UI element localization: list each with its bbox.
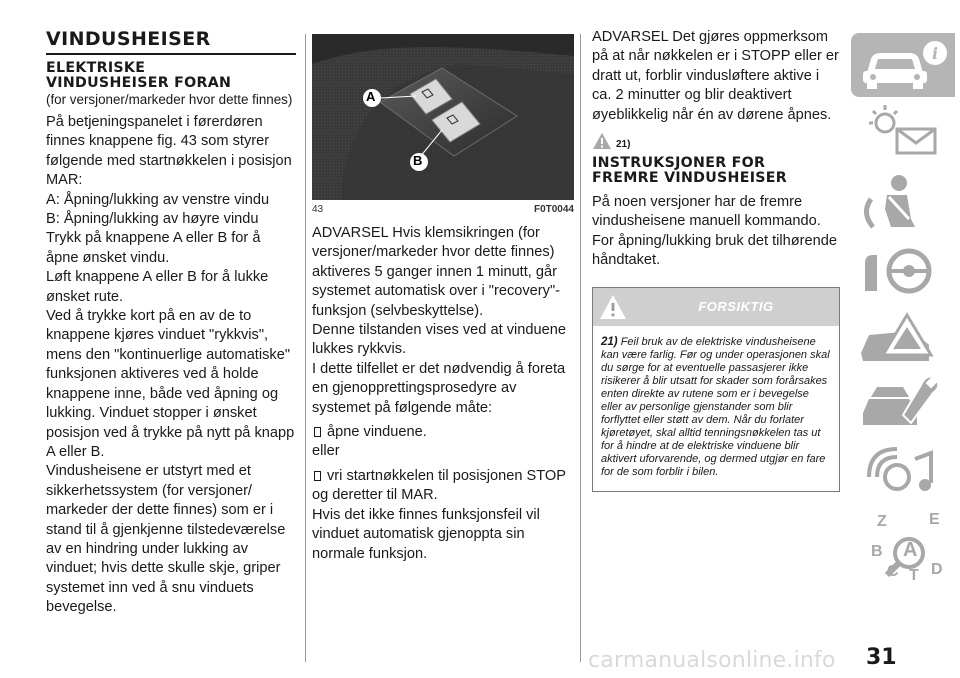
paragraph: Hvis det ikke finnes funksjonsfeil vil vinduet automatisk gjenoppta sin normale funksjon.: [312, 506, 540, 562]
bullet-icon: [314, 471, 321, 481]
column-3: [592, 28, 840, 492]
caution-box: [592, 287, 840, 492]
list-item-text: vri startnøkkelen til posisjonen STOP og deretter til MAR.: [312, 467, 566, 504]
paragraph: I dette tilfellet er det nødvendig å foreta en gjenopprettingsprosedyre av systemet på følgende måte:: [312, 360, 566, 416]
column-1: [46, 28, 296, 618]
steering-wheel-icon: [851, 237, 955, 301]
index-letter: E: [929, 511, 940, 528]
callout-label-a: A: [366, 89, 376, 104]
column-2: [312, 34, 574, 564]
paragraph: På betjeningspanelet i førerdøren finnes knappene fig. 43 som styrer følgende med startnøkkelen i posisjon MAR:: [46, 114, 292, 189]
tab-car-info[interactable]: [851, 33, 955, 97]
chapter-tabs: [851, 33, 955, 589]
figure-code: F0T0044: [533, 204, 574, 215]
caution-ref-number: 21): [601, 335, 618, 348]
warning-paragraph: ADVARSEL Det gjøres oppmerksom på at når nøkkelen er i STOPP eller er dratt ut, forblir vindusløftere aktive i ca. 2 minutter og blir deaktivert øyeblikkelig når én av dørene åpnes.: [592, 29, 839, 123]
paragraph: Trykk på knappene A eller B for å åpne ønsket vindu.: [46, 230, 261, 266]
warning-triangle-icon: [592, 132, 612, 150]
index-letter: T: [909, 567, 919, 584]
column-divider: [305, 34, 306, 662]
warning-lights-icon: [851, 101, 955, 165]
media-icon: [851, 441, 955, 505]
list-item: [312, 467, 574, 506]
caution-header: [593, 288, 839, 326]
subsection-title-line2: VINDUSHEISER FORAN: [46, 75, 232, 91]
figure-number: 43: [312, 204, 324, 215]
index-letter: Z: [877, 513, 887, 530]
subsection-title-line2: FREMRE VINDUSHEISER: [592, 170, 788, 187]
paragraph: Vindusheisene er utstyrt med et sikkerhetssystem (for versjoner/ markeder der dette finnes) som er i stand til å gjenkjenne tilstedeværelse av en hindring under lukking av vinduet; hvis dette skulle skje, griper systemet inn ved å snu vinduets bevegelse.: [46, 463, 286, 616]
page-number: 31: [866, 645, 897, 670]
subsection-title-line1: ELEKTRISKE: [46, 60, 146, 76]
index-letter: C: [887, 563, 899, 580]
title-rule: [46, 53, 296, 55]
availability-note: (for versjoner/markeder hvor dette finnes): [46, 92, 293, 107]
car-info-icon: [851, 33, 955, 97]
paragraph: eller: [312, 443, 340, 460]
warning-reference: [592, 132, 840, 150]
index-letter: B: [871, 543, 883, 560]
paragraph: Denne tilstanden vises ved at vinduene lukkes rykkvis.: [312, 322, 566, 358]
caution-body: [593, 326, 839, 491]
tab-warning-lights[interactable]: [851, 101, 955, 165]
paragraph: På noen versjoner har de fremre vindusheisene manuell kommando.: [592, 194, 821, 230]
caution-triangle-icon: [599, 294, 627, 320]
warning-ref-number: 21): [616, 139, 631, 151]
tab-emergency[interactable]: [851, 305, 955, 369]
paragraph: B: Åpning/lukking av høyre vindu: [46, 211, 259, 228]
svg-text:i: i: [931, 44, 939, 63]
section-title: VINDUSHEISER: [46, 28, 211, 50]
watermark: carmanualsonline.info: [588, 648, 836, 673]
caution-title: FORSIKTIG: [698, 299, 774, 315]
tab-index[interactable]: [851, 509, 955, 585]
bullet-icon: [314, 427, 321, 437]
tab-maintenance[interactable]: [851, 373, 955, 437]
emergency-icon: [851, 305, 955, 369]
list-item-text: åpne vinduene.: [327, 424, 427, 441]
figure-caption: [312, 204, 574, 215]
paragraph: For åpning/lukking bruk det tilhørende håndtaket.: [592, 232, 837, 269]
list-item: [312, 423, 574, 442]
window-switch-figure: [312, 34, 574, 200]
wrench-car-icon: [851, 373, 955, 437]
warning-paragraph: ADVARSEL Hvis klemsikringen (for versjoner/markeder hvor dette finnes) aktiveres 5 ganger innen 1 minutt, går systemet automatisk over i "recovery"-funksjon (selvbeskyttelse).: [312, 225, 560, 319]
door-panel-illustration: [312, 34, 574, 200]
caution-text: Feil bruk av de elektriske vindusheisene kan være farlig. Før og under operasjonen skal du sørge for at eventuelle passasjerer ikke risikerer å blir utsatt for skader som forårsakes enten direkte av rutene som er i bevegelse eller av personlige gjenstander som blir forflyttet eller støtt av dem. Når du forlater kjøretøyet, skal alltid tenningsnøkkelen tas ut for å hindre at de elektriske vinduene blir aktivert uforvarende, og dermed utgjør en fare for de som forblir i bilen.: [601, 335, 830, 478]
paragraph: Løft knappene A eller B for å lukke ønsket rute.: [46, 269, 269, 305]
paragraph: A: Åpning/lukking av venstre vindu: [46, 191, 270, 208]
index-letter: A: [903, 539, 918, 561]
subsection-title-line1: INSTRUKSJONER FOR: [592, 155, 766, 172]
paragraph: Ved å trykke kort på en av de to knappene kjøres vinduet "rykkvis", mens den "kontinuerlige automatiske" funksjonen aktiveres ved å holde knappene inne, både ved åpning og lukking. Vinduet stopper i ønsket posisjon ved å trykke på nytt på knapp A eller B.: [46, 308, 295, 460]
column-divider: [580, 34, 581, 662]
index-letter: D: [931, 561, 943, 578]
seat-airbag-icon: [851, 169, 955, 233]
tab-multimedia[interactable]: [851, 441, 955, 505]
callout-label-b: B: [413, 153, 423, 168]
tab-safety[interactable]: [851, 169, 955, 233]
tab-driving[interactable]: [851, 237, 955, 301]
